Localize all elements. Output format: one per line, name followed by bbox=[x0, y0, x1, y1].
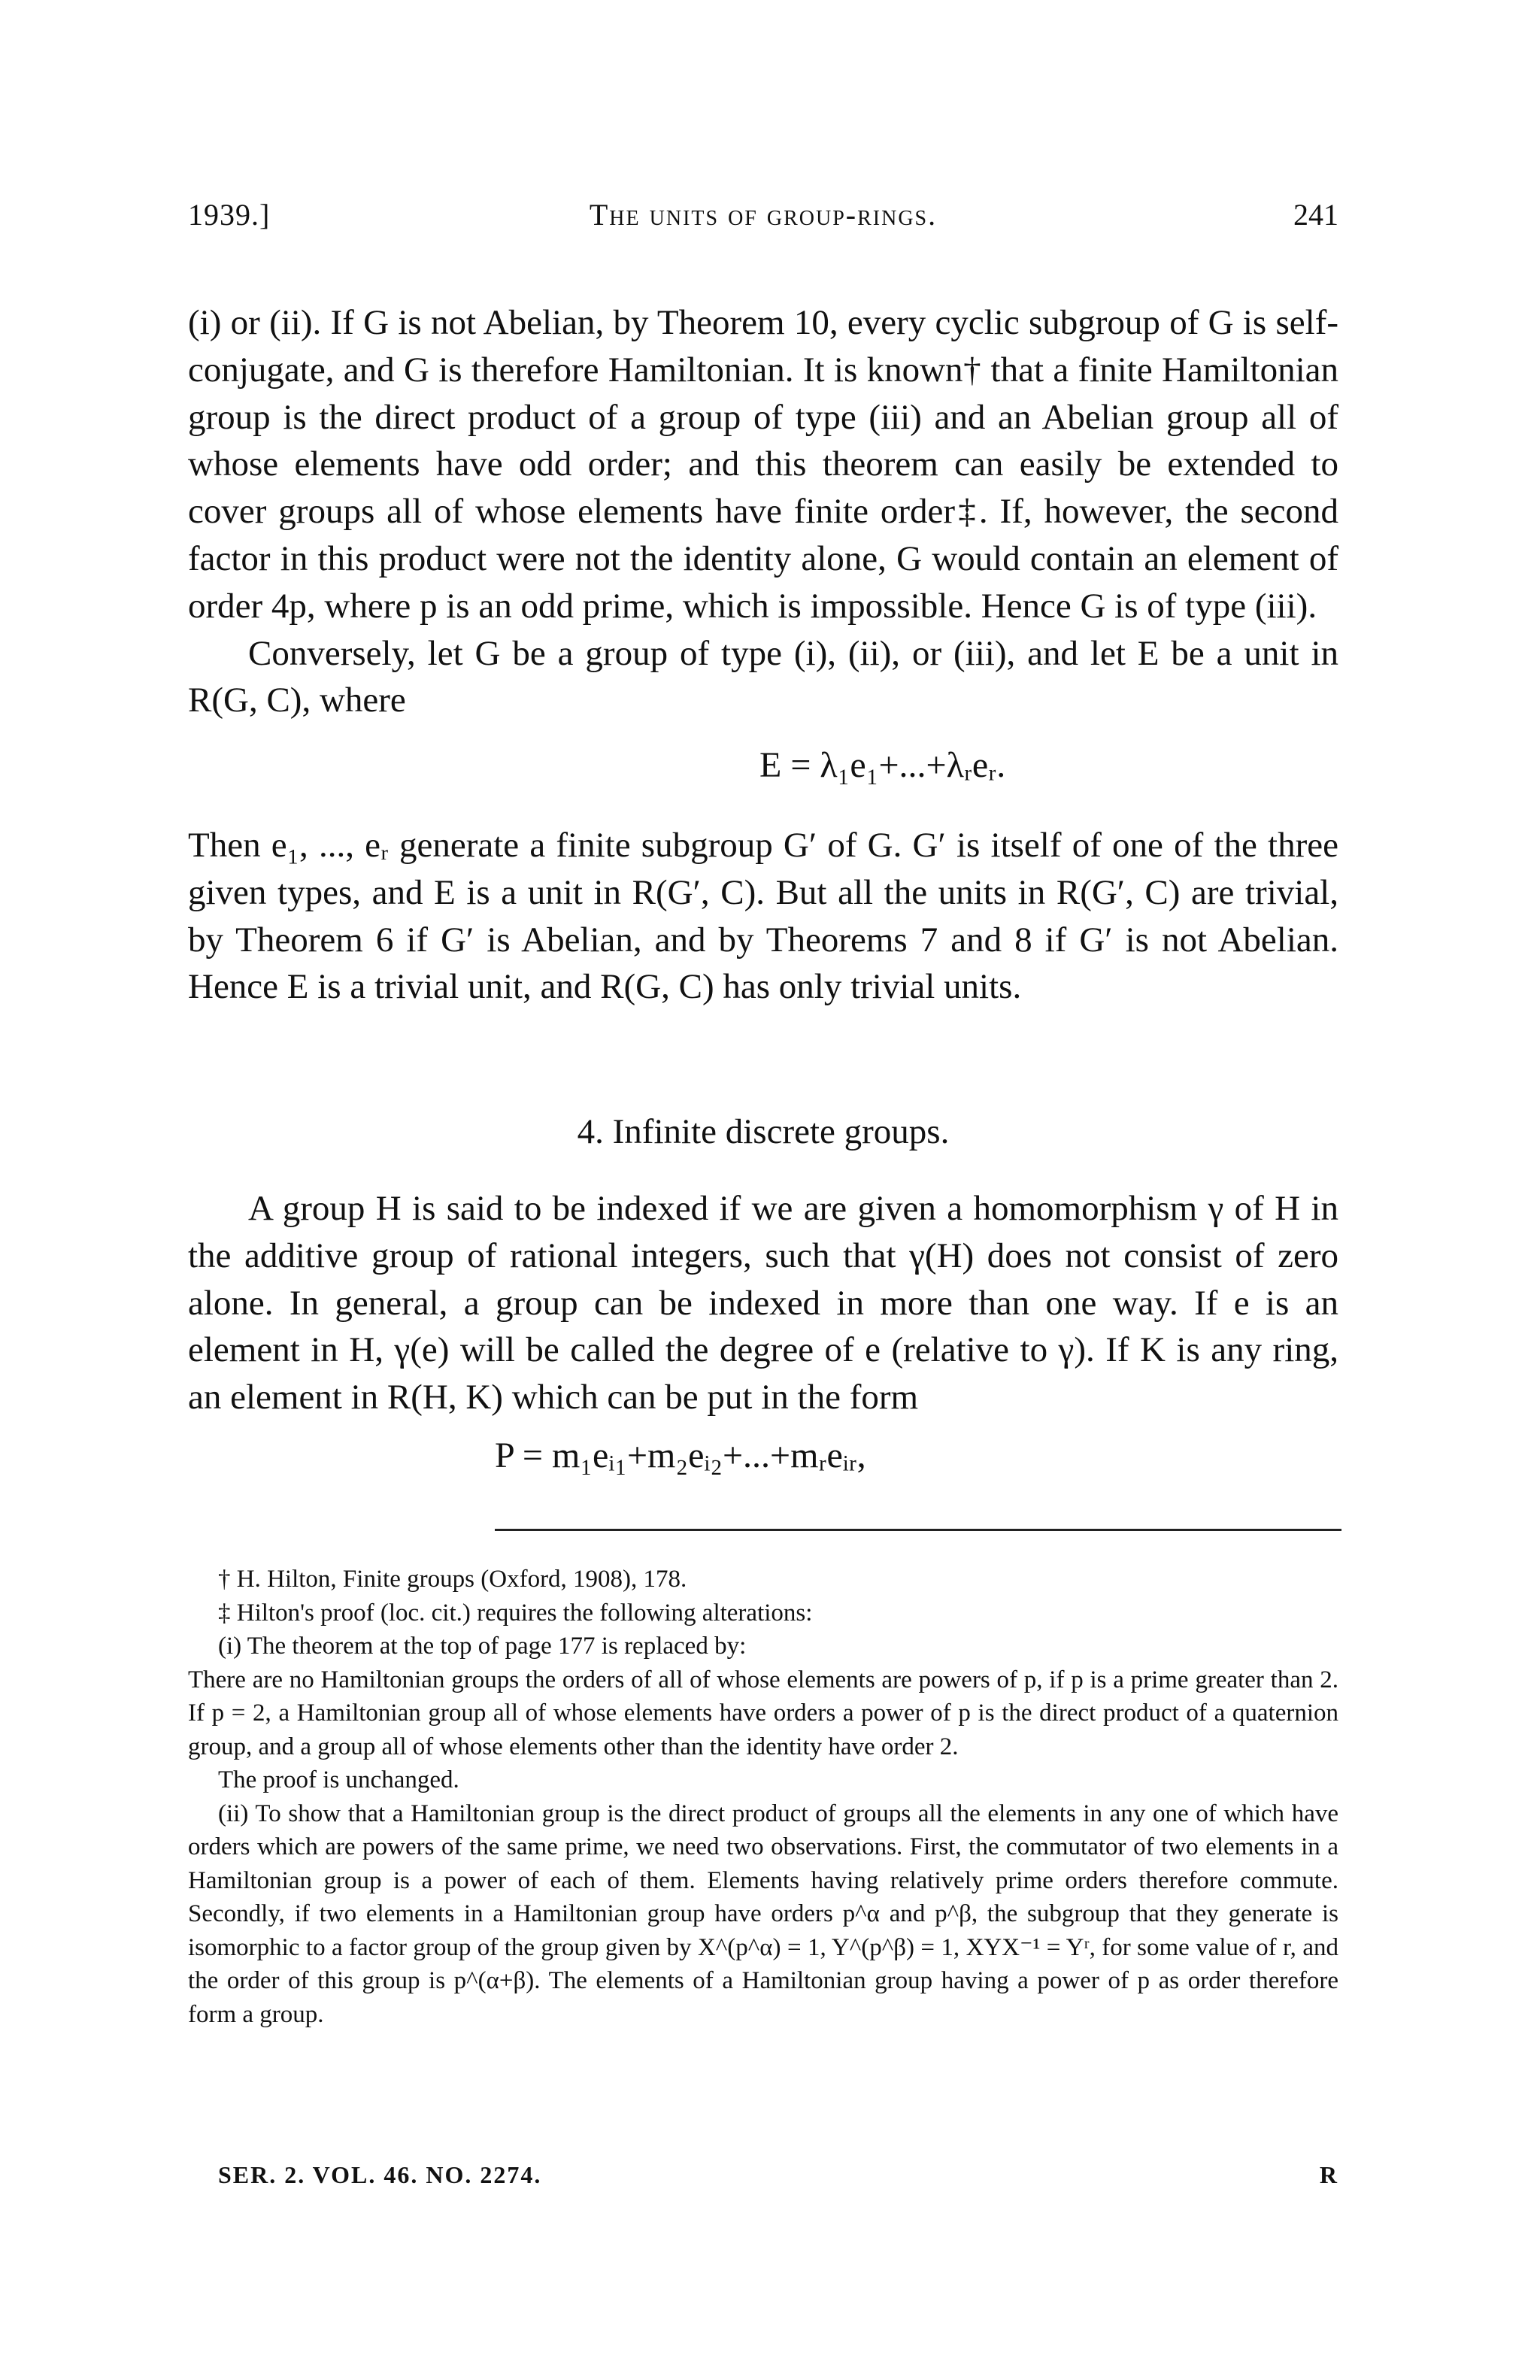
footnote-5: The proof is unchanged. bbox=[218, 1766, 459, 1793]
page-footer bbox=[188, 2161, 1338, 2194]
page-number: 241 bbox=[1293, 198, 1338, 232]
equation-2: P = m₁eᵢ₁+m₂eᵢ₂+...+mᵣeᵢᵣ, bbox=[495, 1436, 866, 1475]
signature-line: SER. 2. VOL. 46. NO. 2274. bbox=[218, 2161, 542, 2188]
paragraph-1: (i) or (ii). If G is not Abelian, by Theorem 10, every cyclic subgroup of G is self-conjugate, and G is therefore Hamiltonian. It is known† that a finite Hamiltonian group is the direct product of a group of type (iii) and an Abelian group all of whose elements have odd order; and this theorem can easily be extended to cover groups all of whose elements have finite order‡. If, however, the second factor in this product were not the identity alone, G would contain an element of order 4p, where p is an odd prime, which is impossible. Hence G is of type (iii). bbox=[188, 303, 1338, 626]
footnote-rule bbox=[495, 1529, 1341, 1531]
body-block-1 bbox=[188, 299, 1338, 724]
footnote-6: (ii) To show that a Hamiltonian group is the direct product of groups all the elements in any one of which have orders which are powers of the same prime, we need two observations. First, the commutator of two elements in a Hamiltonian group is a power of each of them. Elements having relatively prime orders therefore commute. Secondly, if two elements in a Hamiltonian group have orders p^α and p^β, the subgroup that they generate is isomorphic to a factor group of the group given by X^(p^α) = 1, Y^(p^β) = 1, XYX⁻¹ = Yʳ, for some value of r, and the order of this group is p^(α+β). The elements of a Hamiltonian group having a power of p as order therefore form a group. bbox=[188, 1799, 1338, 2028]
footnote-3: (i) The theorem at the top of page 177 is replaced by: bbox=[218, 1633, 747, 1660]
running-header bbox=[188, 197, 1338, 242]
equation-1: E = λ₁e₁+...+λᵣeᵣ. bbox=[759, 745, 1006, 785]
footnote-4: There are no Hamiltonian groups the orders of all of whose elements are powers of p, if p is a prime greater than 2. If p = 2, a Hamiltonian group all of whose elements have orders a power of p is the direct product of a quaternion group, and a group all of whose elements other than the identity have order 2. bbox=[188, 1666, 1338, 1760]
section-heading: 4. Infinite discrete groups. bbox=[577, 1112, 950, 1151]
paragraph-3: Then e₁, ..., eᵣ generate a finite subgroup G′ of G. G′ is itself of one of the three given types, and E is a unit in R(G′, C). But all the units in R(G′, C) are trivial, by Theorem 6 if G′ is Abelian, and by Theorems 7 and 8 if G′ is not Abelian. Hence E is a trivial unit, and R(G, C) has only trivial units. bbox=[188, 826, 1338, 1007]
paragraph-2: Conversely, let G be a group of type (i), (ii), or (iii), and let E be a unit in R(G, C), where bbox=[188, 633, 1338, 720]
footnotes bbox=[188, 1563, 1338, 2031]
signature-mark: R bbox=[1319, 2161, 1338, 2188]
body-block-2 bbox=[188, 822, 1338, 1011]
header-title: The units of group-rings. bbox=[589, 198, 938, 232]
footnote-2: ‡ Hilton's proof (loc. cit.) requires the following alterations: bbox=[218, 1599, 813, 1627]
body-block-3 bbox=[188, 1185, 1338, 1421]
paragraph-4: A group H is said to be indexed if we are given a homomorphism γ of H in the additive group of rational integers, such that γ(H) does not consist of zero alone. In general, a group can be indexed in more than one way. If e is an element in H, γ(e) will be called the degree of e (relative to γ). If K is any ring, an element in R(H, K) which can be put in the form bbox=[188, 1189, 1338, 1417]
footnote-1: † H. Hilton, Finite groups (Oxford, 1908), 178. bbox=[218, 1566, 687, 1593]
header-year: 1939.] bbox=[188, 198, 271, 232]
